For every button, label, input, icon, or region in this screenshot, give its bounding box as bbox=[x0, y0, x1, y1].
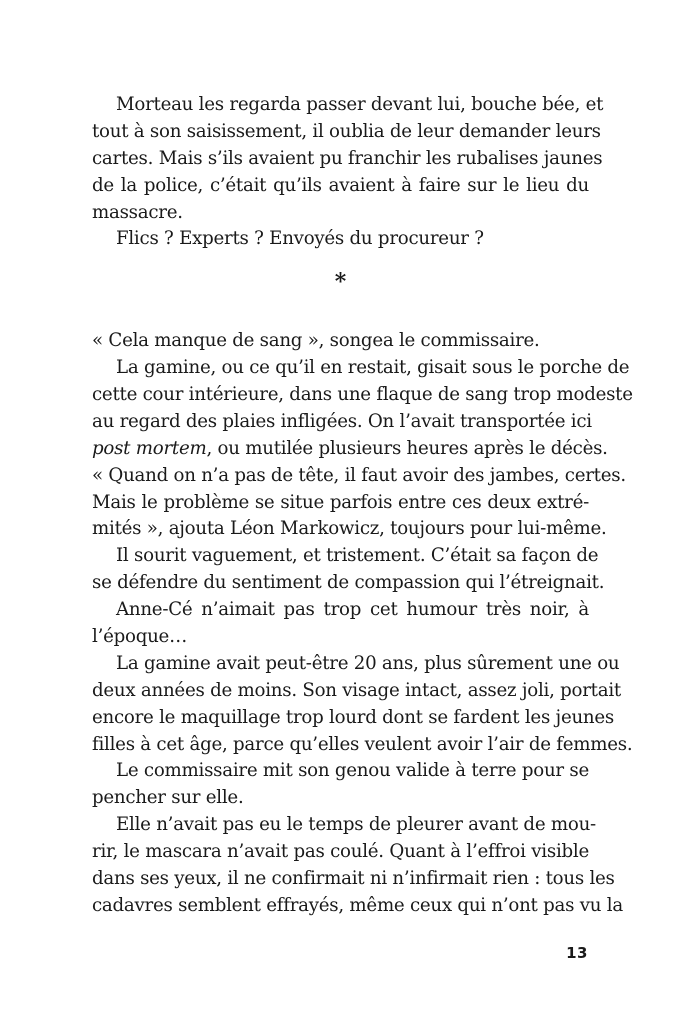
text-line: Il sourit vaguement, et tristement. C’était sa façon de bbox=[116, 545, 599, 567]
paragraph-3 bbox=[92, 328, 589, 355]
text-line: Morteau les regarda passer devant lui, bouche bée, et bbox=[116, 94, 604, 115]
text-line: Le commissaire mit son genou valide à terre pour se bbox=[116, 760, 589, 782]
text-line: Elle n’avait pas eu le temps de pleurer avant de mou- bbox=[116, 814, 596, 836]
text-line: deux années de moins. Son visage intact, assez joli, portait bbox=[92, 679, 621, 701]
text-line: « Quand on n’a pas de tête, il faut avoir des jambes, certes. bbox=[92, 464, 626, 486]
text-line: filles à cet âge, parce qu’elles veulent avoir l’air de femmes. bbox=[92, 733, 633, 755]
text-line: encore le maquillage trop lourd dont se fardent les jeunes bbox=[92, 706, 614, 728]
text-line: « Cela manque de sang », songea le commissaire. bbox=[92, 330, 540, 352]
paragraph-4 bbox=[92, 355, 633, 543]
text-line: dans ses yeux, il ne confirmait ni n’infirmait rien : tous les bbox=[92, 868, 615, 890]
paragraph-2 bbox=[92, 226, 589, 253]
text-line: massacre. bbox=[92, 201, 183, 223]
text-line: au regard des plaies infligées. On l’avait transportée ici bbox=[92, 410, 592, 432]
text-line: tout à son saisissement, il oublia de leur demander leurs bbox=[92, 120, 601, 142]
text-line: La gamine avait peut-être 20 ans, plus sûrement une ou bbox=[116, 652, 620, 674]
paragraph-9 bbox=[92, 812, 623, 920]
section-separator-asterisk: * bbox=[334, 269, 347, 296]
text-line: La gamine, ou ce qu’il en restait, gisait sous le porche de bbox=[116, 357, 630, 379]
paragraph-1 bbox=[92, 92, 604, 226]
text-line: Mais le problème se situe parfois entre ces deux extré- bbox=[92, 491, 589, 513]
text-line: Anne-Cé n’aimait pas trop cet humour très noir, à bbox=[116, 599, 589, 621]
text-line: mités », ajouta Léon Markowicz, toujours pour lui-même. bbox=[92, 518, 607, 540]
text-line: pencher sur elle. bbox=[92, 787, 244, 809]
text-line bbox=[92, 436, 608, 463]
paragraph-7 bbox=[92, 651, 633, 759]
book-page-text bbox=[92, 92, 633, 920]
text-line: cette cour intérieure, dans une flaque de sang trop modeste bbox=[92, 384, 633, 406]
text-line: de la police, c’était qu’ils avaient à faire sur le lieu du bbox=[92, 174, 589, 196]
italic-latin-phrase: post mortem bbox=[92, 437, 207, 459]
text-line: cartes. Mais s’ils avaient pu franchir les rubalises jaunes bbox=[92, 147, 603, 169]
paragraph-8 bbox=[92, 758, 589, 812]
text-line: se défendre du sentiment de compassion qui l’étreignait. bbox=[92, 572, 605, 594]
text-line: rir, le mascara n’avait pas coulé. Quant à l’effroi visible bbox=[92, 841, 589, 863]
text-line: Flics ? Experts ? Envoyés du procureur ? bbox=[116, 228, 484, 250]
text-segment: , ou mutilée plusieurs heures après le décès. bbox=[206, 437, 608, 459]
page-number: 13 bbox=[566, 944, 588, 962]
paragraph-5 bbox=[92, 543, 605, 597]
text-line: cadavres semblent effrayés, même ceux qui n’ont pas vu la bbox=[92, 894, 623, 916]
paragraph-6 bbox=[92, 597, 589, 651]
text-line: l’époque… bbox=[92, 626, 188, 648]
